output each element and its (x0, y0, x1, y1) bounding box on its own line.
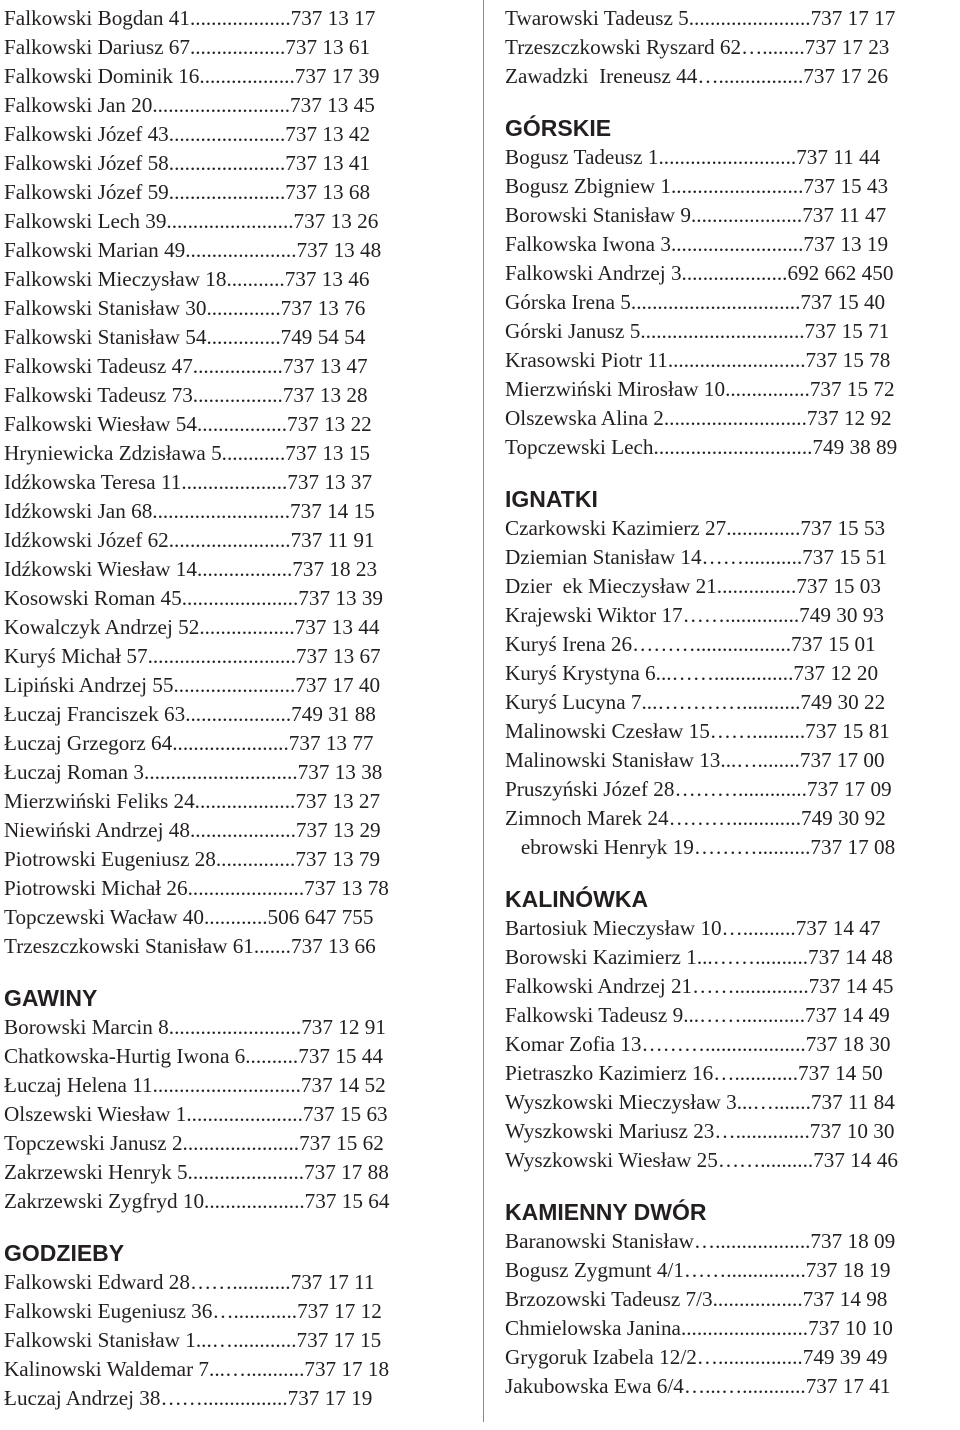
section-heading-gawiny: GAWINY (4, 985, 98, 1011)
directory-entry: Falkowski Józef 43......................737 13 42 (4, 122, 371, 146)
section-heading-gorskie: GÓRSKIE (505, 115, 612, 141)
directory-entry: Falkowski Józef 58......................737 13 41 (4, 151, 371, 175)
directory-entry: Krajewski Wiktor 17……..............749 30 93 (505, 603, 884, 627)
directory-entry: Łuczaj Helena 11............................737 14 52 (4, 1073, 386, 1097)
directory-entry: Hryniewicka Zdzisława 5............737 13 15 (4, 441, 370, 465)
directory-entry: Krasowski Piotr 11..........................737 15 78 (505, 348, 891, 372)
directory-entry: Kalinowski Waldemar 7...…...........737 17 18 (4, 1357, 390, 1381)
directory-entry: Malinowski Czesław 15……..........737 15 81 (505, 719, 890, 743)
directory-entry: Falkowski Stanisław 1...…............737 17 15 (4, 1328, 382, 1352)
directory-entry: Wyszkowski Mariusz 23…..............737 10 30 (505, 1119, 895, 1143)
directory-entry: Łuczaj Andrzej 38……................737 17 19 (4, 1386, 373, 1410)
directory-entry: Idźkowska Teresa 11....................737 13 37 (4, 470, 373, 494)
directory-entry: Pietraszko Kazimierz 16…............737 14 50 (505, 1061, 883, 1085)
directory-entry: Bogusz Tadeusz 1..........................737 11 44 (505, 145, 881, 169)
directory-entry: Kosowski Roman 45......................737 13 39 (4, 586, 384, 610)
directory-entry: Dzier ek Mieczysław 21...............737 15 03 (505, 574, 881, 598)
directory-entry: Falkowski Wiesław 54.................737 13 22 (4, 412, 372, 436)
entry-list-ignatki (505, 514, 960, 862)
directory-entry: Czarkowski Kazimierz 27..............737 15 53 (505, 516, 886, 540)
directory-entry: Pruszyński Józef 28……….............737 17 09 (505, 777, 892, 801)
directory-entry: Olszewski Wiesław 1......................737 15 63 (4, 1102, 388, 1126)
directory-entry: Niewiński Andrzej 48....................737 13 29 (4, 818, 381, 842)
directory-entry: Idźkowski Wiesław 14..................737 18 23 (4, 557, 378, 581)
directory-entry: Bogusz Zbigniew 1.........................737 15 43 (505, 174, 889, 198)
section-heading-kalinowka: KALINÓWKA (505, 886, 649, 912)
directory-entry: Zakrzewski Zygfryd 10...................737 15 64 (4, 1189, 390, 1213)
entry-list-gorskie (505, 143, 960, 462)
directory-entry: Bartosiuk Mieczysław 10…..........737 14 47 (505, 916, 881, 940)
directory-entry: Topczewski Wacław 40............506 647 755 (4, 905, 374, 929)
section-heading-godzieby: GODZIEBY (4, 1240, 125, 1266)
directory-entry: Falkowski Tadeusz 47.................737 13 47 (4, 354, 368, 378)
directory-entry: Wyszkowski Wiesław 25……..........737 14 46 (505, 1148, 898, 1172)
directory-entry: Falkowski Marian 49.....................737 13 48 (4, 238, 382, 262)
directory-entry: Piotrowski Eugeniusz 28...............737 13 79 (4, 847, 381, 871)
directory-entry: ebrowski Henryk 19………..........737 17 08 (505, 835, 896, 859)
column-divider (483, 0, 484, 1422)
directory-entry: Topczewski Lech..............................749 38 89 (505, 435, 898, 459)
right-column (505, 4, 960, 1401)
entry-list-godzieby (4, 1268, 479, 1413)
directory-entry: Kuryś Irena 26………..................737 15 01 (505, 632, 876, 656)
directory-entry: Piotrowski Michał 26......................737 13 78 (4, 876, 389, 900)
directory-entry: Idźkowski Jan 68..........................737 14 15 (4, 499, 375, 523)
entry-list-gawiny (4, 1013, 479, 1216)
entry-list-continued-right (505, 4, 960, 91)
directory-entry: Olszewska Alina 2...........................737 12 92 (505, 406, 892, 430)
directory-entry: Falkowska Iwona 3.........................737 13 19 (505, 232, 889, 256)
directory-entry: Idźkowski Józef 62.......................737 11 91 (4, 528, 375, 552)
directory-entry: Falkowski Stanisław 54..............749 54 54 (4, 325, 366, 349)
directory-entry: Borowski Stanisław 9.....................737 11 47 (505, 203, 887, 227)
directory-entry: Falkowski Jan 20..........................737 13 45 (4, 93, 375, 117)
directory-entry: Mierzwiński Feliks 24...................737 13 27 (4, 789, 381, 813)
directory-entry: Górska Irena 5................................737 15 40 (505, 290, 886, 314)
directory-entry: Trzeszczkowski Ryszard 62…........737 17 23 (505, 35, 890, 59)
directory-entry: Wyszkowski Mieczysław 3...….......737 11 84 (505, 1090, 895, 1114)
directory-entry: Chmielowska Janina........................737 10 10 (505, 1316, 893, 1340)
directory-entry: Trzeszczkowski Stanisław 61.......737 13 66 (4, 934, 376, 958)
directory-entry: Brzozowski Tadeusz 7/3.................737 14 98 (505, 1287, 888, 1311)
directory-entry: Kowalczyk Andrzej 52..................737 13 44 (4, 615, 380, 639)
directory-entry: Zimnoch Marek 24……….............749 30 92 (505, 806, 886, 830)
directory-entry: Falkowski Andrzej 3....................692 662 450 (505, 261, 894, 285)
entry-list-kalinowka (505, 914, 960, 1175)
directory-entry: Falkowski Bogdan 41...................737 13 17 (4, 6, 376, 30)
directory-entry: Falkowski Tadeusz 9...……............737 14 49 (505, 1003, 890, 1027)
directory-entry: Zawadzki Ireneusz 44…................737 17 26 (505, 64, 889, 88)
directory-entry: Falkowski Edward 28……...........737 17 11 (4, 1270, 375, 1294)
directory-entry: Falkowski Dariusz 67..................737 13 61 (4, 35, 371, 59)
directory-entry: Komar Zofia 13………...................737 18 30 (505, 1032, 891, 1056)
directory-entry: Borowski Marcin 8.........................737 12 91 (4, 1015, 386, 1039)
directory-entry: Falkowski Józef 59......................737 13 68 (4, 180, 371, 204)
directory-entry: Mierzwiński Mirosław 10................737 15 72 (505, 377, 895, 401)
section-heading-ignatki: IGNATKI (505, 486, 598, 512)
directory-entry: Falkowski Mieczysław 18...........737 13 46 (4, 267, 370, 291)
directory-entry: Lipiński Andrzej 55.......................737 17 40 (4, 673, 381, 697)
directory-entry: Zakrzewski Henryk 5......................737 17 88 (4, 1160, 389, 1184)
directory-entry: Falkowski Tadeusz 73.................737 13 28 (4, 383, 368, 407)
directory-entry: Bogusz Zygmunt 4/1……...............737 18 19 (505, 1258, 891, 1282)
directory-entry: Borowski Kazimierz 1...……..........737 14 48 (505, 945, 893, 969)
directory-entry: Łuczaj Roman 3.............................737 13 38 (4, 760, 383, 784)
directory-entry: Kuryś Krystyna 6...……...............737 12 20 (505, 661, 879, 685)
directory-entry: Falkowski Andrzej 21……..............737 14 45 (505, 974, 894, 998)
entry-list-continued (4, 4, 479, 961)
directory-entry: Łuczaj Franciszek 63....................749 31 88 (4, 702, 376, 726)
directory-entry: Chatkowska-Hurtig Iwona 6..........737 15 44 (4, 1044, 383, 1068)
directory-entry: Dziemian Stanisław 14……...........737 15 51 (505, 545, 887, 569)
entry-list-kamienny-dwor (505, 1227, 960, 1401)
section-heading-kamienny-dwor: KAMIENNY DWÓR (505, 1199, 707, 1225)
directory-entry: Falkowski Dominik 16..................737 17 39 (4, 64, 380, 88)
directory-entry: Malinowski Stanisław 13...…........737 17 00 (505, 748, 885, 772)
directory-entry: Falkowski Lech 39........................737 13 26 (4, 209, 379, 233)
directory-entry: Górski Janusz 5...............................737 15 71 (505, 319, 890, 343)
directory-entry: Falkowski Eugeniusz 36…............737 17 12 (4, 1299, 382, 1323)
directory-entry: Jakubowska Ewa 6/4…...…............737 17 41 (505, 1374, 891, 1398)
directory-entry: Baranowski Stanisław…..................737 18 09 (505, 1229, 896, 1253)
directory-entry: Topczewski Janusz 2......................737 15 62 (4, 1131, 384, 1155)
left-column (4, 4, 479, 1413)
directory-entry: Twarowski Tadeusz 5.......................737 17 17 (505, 6, 896, 30)
directory-entry: Falkowski Stanisław 30..............737 13 76 (4, 296, 366, 320)
directory-entry: Grygoruk Izabela 12/2…................749 39 49 (505, 1345, 888, 1369)
directory-entry: Kuryś Lucyna 7...…………...........749 30 22 (505, 690, 886, 714)
directory-entry: Łuczaj Grzegorz 64......................737 13 77 (4, 731, 374, 755)
directory-entry: Kuryś Michał 57............................737 13 67 (4, 644, 381, 668)
